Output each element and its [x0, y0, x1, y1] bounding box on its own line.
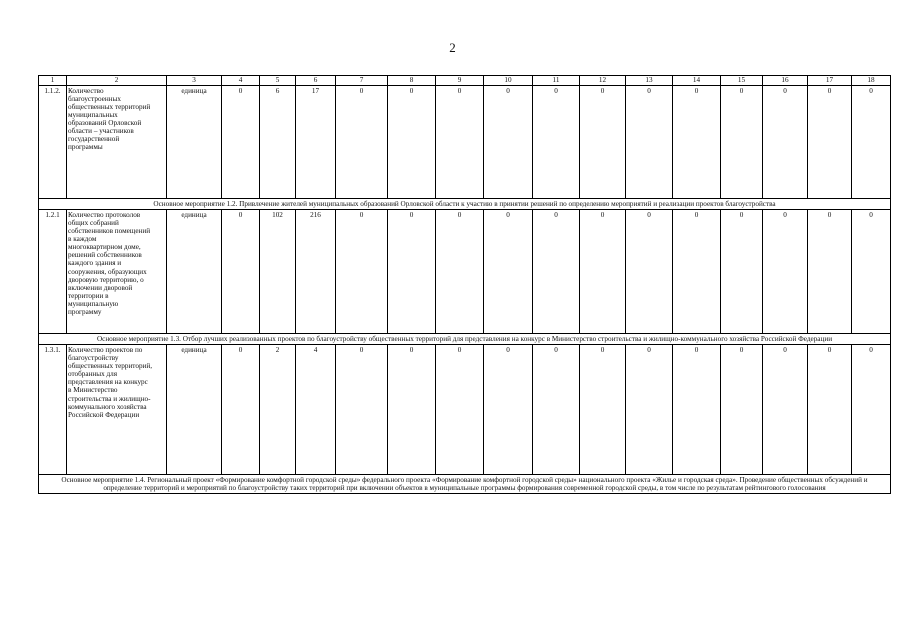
- table-row: [39, 210, 891, 334]
- page-number: 2: [449, 40, 456, 55]
- value-cell: 0: [533, 86, 580, 199]
- column-header: 13: [626, 76, 673, 86]
- value-cell: 0: [763, 345, 808, 475]
- value-cell: 0: [808, 345, 852, 475]
- row-number: 1.3.1.: [39, 345, 67, 475]
- value-cell: 0: [673, 210, 721, 334]
- column-header: 4: [222, 76, 260, 86]
- value-cell: 0: [626, 345, 673, 475]
- value-cell: 0: [336, 210, 388, 334]
- unit-cell: единица: [167, 345, 222, 475]
- section-title: Основное мероприятие 1.2. Привлечение жителей муниципальных образований Орловской области к участию в принятии решений по определению мероприятий и реализации проектов благоустройства: [39, 199, 891, 210]
- section-title: Основное мероприятие 1.4. Региональный проект «Формирование комфортной городской среды» федерального проекта «Формирование комфортной городской среды» национального проекта «Жилье и городская среда». Проведение общественных обсуждений и определение территорий и мероприятий по благоустройству таких территорий при включении объектов в муниципальные программы формирования современной городской среды, в том числе по результатам рейтингового голосования: [39, 475, 891, 494]
- value-cell: 0: [484, 86, 533, 199]
- value-cell: 0: [852, 345, 891, 475]
- section-row: [39, 475, 891, 494]
- value-cell: 0: [336, 345, 388, 475]
- unit-cell: единица: [167, 86, 222, 199]
- unit-cell: единица: [167, 210, 222, 334]
- column-header: 17: [808, 76, 852, 86]
- value-cell: 216: [296, 210, 336, 334]
- value-cell: 0: [484, 345, 533, 475]
- row-number: 1.1.2.: [39, 86, 67, 199]
- header-row: [39, 76, 891, 86]
- column-header: 2: [67, 76, 167, 86]
- value-cell: 0: [222, 86, 260, 199]
- table-row: [39, 86, 891, 199]
- column-header: 5: [260, 76, 296, 86]
- value-cell: 0: [436, 210, 484, 334]
- indicator-description: Количество благоустроенных общественных территорий муниципальных образований Орловской области – участников государственной программы: [67, 86, 167, 199]
- value-cell: 0: [580, 86, 626, 199]
- value-cell: 0: [484, 210, 533, 334]
- value-cell: 0: [436, 345, 484, 475]
- column-header: 3: [167, 76, 222, 86]
- value-cell: 0: [763, 210, 808, 334]
- column-header: 11: [533, 76, 580, 86]
- section-title: Основное мероприятие 1.3. Отбор лучших реализованных проектов по благоустройству общественных территорий для представления на конкурс в Министерство строительства и жилищно-коммунального хозяйства Российской Федерации: [39, 334, 891, 345]
- value-cell: 0: [673, 345, 721, 475]
- value-cell: 0: [533, 345, 580, 475]
- value-cell: 0: [533, 210, 580, 334]
- column-header: 9: [436, 76, 484, 86]
- value-cell: 0: [388, 345, 436, 475]
- value-cell: 0: [626, 86, 673, 199]
- value-cell: 0: [808, 210, 852, 334]
- column-header: 14: [673, 76, 721, 86]
- column-header: 7: [336, 76, 388, 86]
- value-cell: 0: [336, 86, 388, 199]
- value-cell: 0: [721, 86, 763, 199]
- value-cell: 0: [721, 345, 763, 475]
- indicators-table: [38, 75, 891, 494]
- value-cell: 0: [673, 86, 721, 199]
- value-cell: 2: [260, 345, 296, 475]
- column-header: 18: [852, 76, 891, 86]
- section-row: [39, 199, 891, 210]
- column-header: 15: [721, 76, 763, 86]
- section-row: [39, 334, 891, 345]
- column-header: 8: [388, 76, 436, 86]
- value-cell: 0: [852, 86, 891, 199]
- value-cell: 0: [388, 210, 436, 334]
- value-cell: 0: [852, 210, 891, 334]
- column-header: 10: [484, 76, 533, 86]
- value-cell: 6: [260, 86, 296, 199]
- value-cell: 0: [626, 210, 673, 334]
- value-cell: 0: [222, 210, 260, 334]
- column-header: 12: [580, 76, 626, 86]
- indicator-description: Количество протоколов общих собраний собственников помещений в каждом многоквартирном доме, решений собственников каждого здания и сооружения, образующих дворовую территорию, о включении дворовой территории в муниципальную программу: [67, 210, 167, 334]
- value-cell: 4: [296, 345, 336, 475]
- value-cell: 0: [580, 210, 626, 334]
- value-cell: 0: [388, 86, 436, 199]
- value-cell: 0: [222, 345, 260, 475]
- column-header: 6: [296, 76, 336, 86]
- value-cell: 17: [296, 86, 336, 199]
- value-cell: 0: [436, 86, 484, 199]
- value-cell: 0: [808, 86, 852, 199]
- value-cell: 102: [260, 210, 296, 334]
- row-number: 1.2.1: [39, 210, 67, 334]
- indicator-description: Количество проектов по благоустройству общественных территорий, отобранных для представления на конкурс в Министерство строительства и жилищно- коммунального хозяйства Российской Федерации: [67, 345, 167, 475]
- table-row: [39, 345, 891, 475]
- value-cell: 0: [721, 210, 763, 334]
- column-header: 1: [39, 76, 67, 86]
- column-header: 16: [763, 76, 808, 86]
- value-cell: 0: [763, 86, 808, 199]
- value-cell: 0: [580, 345, 626, 475]
